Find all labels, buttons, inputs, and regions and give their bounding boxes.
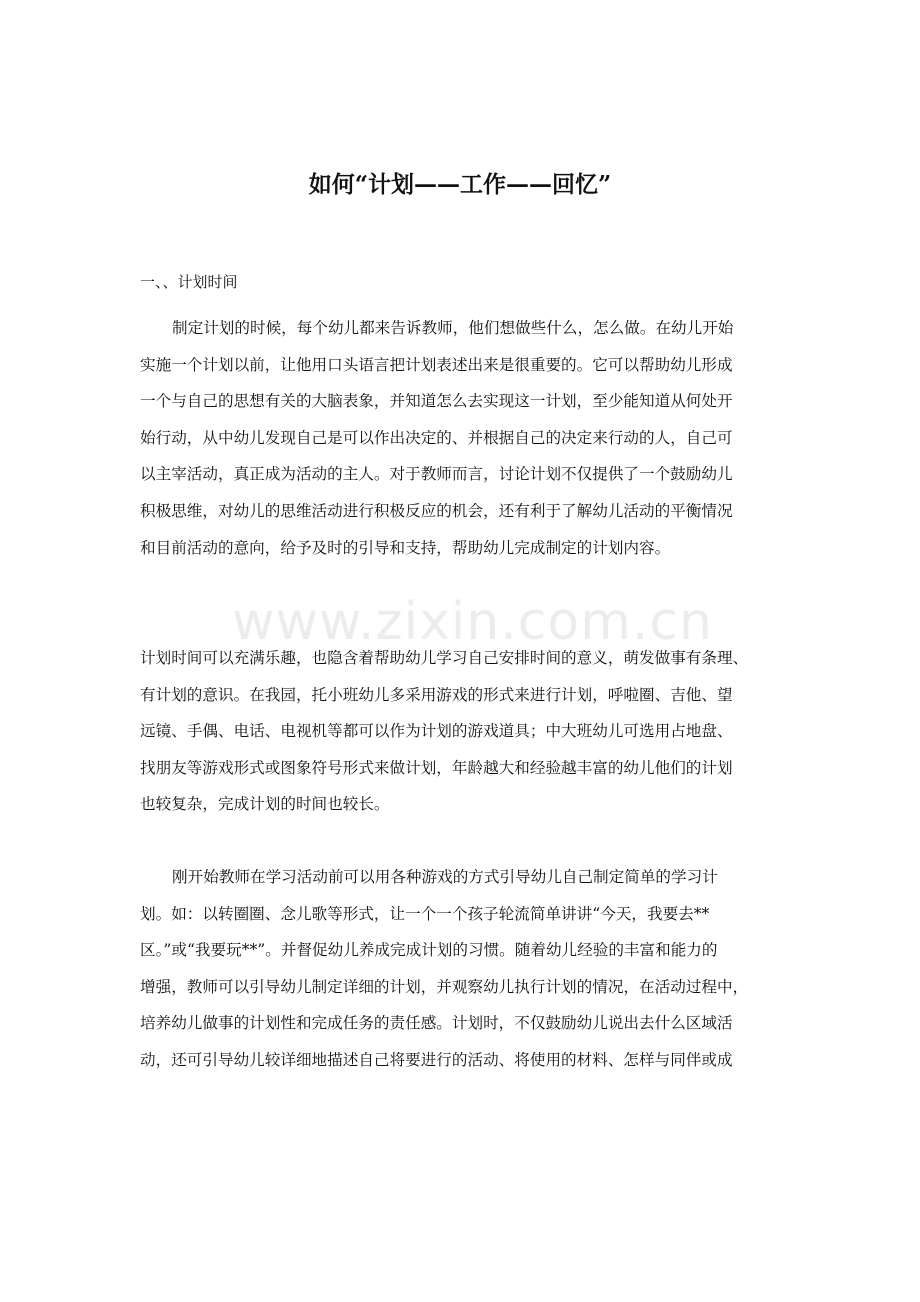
- paragraph-line: 刚开始教师在学习活动前可以用各种游戏的方式引导幼儿自己制定简单的学习计: [172, 868, 718, 886]
- paragraph-2: [140, 640, 780, 823]
- watermark: www.zixin.com.cn: [232, 592, 713, 652]
- paragraph-1: [140, 310, 780, 566]
- paragraph-3: [140, 859, 780, 1079]
- paragraph-line: 远镜、手偶、电话、电视机等都可以作为计划的游戏道具；中大班幼儿可选用占地盘、: [140, 722, 733, 741]
- paragraph-line: 区。”或“我要玩**”。并督促幼儿养成完成计划的习惯。随着幼儿经验的丰富和能力的: [140, 941, 718, 960]
- paragraph-line: 始行动，从中幼儿发现自己是可以作出决定的、并根据自己的决定来行动的人，自己可: [140, 428, 733, 447]
- paragraph-line: 和目前活动的意向，给予及时的引导和支持，帮助幼儿完成制定的计划内容。: [140, 538, 671, 557]
- paragraph-line: 积极思维，对幼儿的思维活动进行积极反应的机会，还有利于了解幼儿活动的平衡情况: [140, 501, 733, 520]
- paragraph-line: 实施一个计划以前，让他用口头语言把计划表述出来是很重要的。它可以帮助幼儿形成: [140, 355, 733, 374]
- paragraph-line: 划。如：以转圈圈、念儿歌等形式，让一个一个孩子轮流简单讲讲“今天，我要去**: [140, 904, 710, 923]
- paragraph-line: 有计划的意识。在我园，托小班幼儿多采用游戏的形式来进行计划，呼啦圈、吉他、望: [140, 685, 733, 704]
- paragraph-line: 以主宰活动，真正成为活动的主人。对于教师而言，讨论计划不仅提供了一个鼓励幼儿: [140, 465, 733, 484]
- paragraph-line: 培养幼儿做事的计划性和完成任务的责任感。计划时，不仅鼓励幼儿说出去什么区域活: [140, 1014, 733, 1033]
- section-heading: 一、、计划时间: [140, 273, 238, 291]
- paragraph-line: 计划时间可以充满乐趣，也隐含着帮助幼儿学习自己安排时间的意义，萌发做事有条理、: [140, 649, 749, 667]
- paragraph-line: 也较复杂，完成计划的时间也较长。: [140, 795, 390, 814]
- paragraph-line: 动，还可引导幼儿较详细地描述自己将要进行的活动、将使用的材料、怎样与同伴或成: [140, 1050, 733, 1069]
- paragraph-line: 制定计划的时候，每个幼儿都来告诉教师，他们想做些什么，怎么做。在幼儿开始: [172, 319, 734, 337]
- paragraph-line: 找朋友等游戏形式或图象符号形式来做计划，年龄越大和经验越丰富的幼儿他们的计划: [140, 758, 733, 777]
- document-title: 如何“计划——工作——回忆”: [308, 171, 612, 198]
- paragraph-line: 增强，教师可以引导幼儿制定详细的计划，并观察幼儿执行计划的情况，在活动过程中，: [140, 977, 749, 996]
- paragraph-line: 一个与自己的思想有关的大脑表象，并知道怎么去实现这一计划，至少能知道从何处开: [140, 392, 733, 411]
